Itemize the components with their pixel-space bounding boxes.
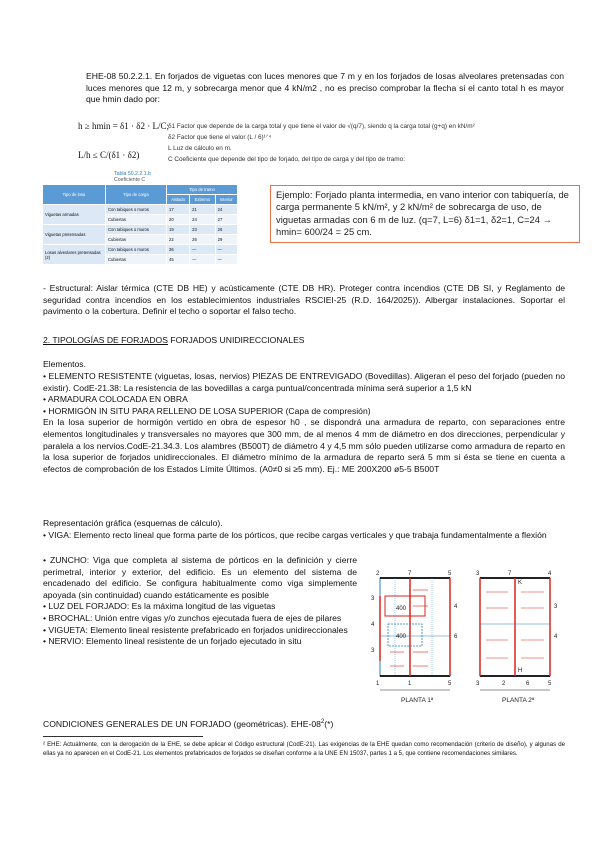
node-number: 3 — [371, 648, 375, 654]
cell-value: — — [190, 255, 215, 265]
node-number: 7 — [408, 571, 412, 577]
list-item: • NERVIO: Elemento lineal resistente de un forjado ejecutado in situ — [43, 636, 302, 647]
formula-eq2: L/h ≤ C/(δ1 · δ2) — [78, 150, 140, 160]
list-item: • HORMIGÓN IN SITU PARA RELLENO DE LOSA SUPERIOR (Capa de compresión) — [43, 405, 371, 416]
cell-forjado: Losas alveolares pretensadas (2) — [43, 245, 106, 265]
plan-right-label: PLANTA 2ª — [502, 697, 535, 704]
th-forjado: Tipo de losa — [43, 185, 106, 205]
cell-carga: Con tabiques o muros — [106, 205, 167, 215]
elementos-label: Elementos. — [43, 359, 86, 369]
floor-plans-diagram — [368, 566, 568, 706]
cell-forjado: Viguetas pretensadas — [43, 225, 106, 245]
elementos-list — [43, 371, 565, 475]
footnote-separator — [43, 736, 203, 737]
heading-rest: FORJADOS UNIDIRECCIONALES — [167, 335, 305, 345]
table-row — [43, 225, 238, 235]
cell-value: 23 — [190, 225, 215, 235]
coefficient-table — [42, 184, 238, 265]
dim-label: 400 — [396, 634, 407, 640]
table-row — [43, 245, 238, 255]
cell-forjado: Viguetas armadas — [43, 205, 106, 225]
plan-left — [371, 571, 458, 704]
node-number: 3 — [476, 681, 480, 687]
cell-value: 36 — [167, 245, 190, 255]
cell-carga: Cubiertas — [106, 255, 167, 265]
th-aislado: Aislado — [167, 195, 190, 205]
plan-left-label: PLANTA 1ª — [401, 697, 434, 704]
left-column-list — [43, 555, 357, 648]
node-number: 5 — [448, 681, 452, 687]
table-row — [43, 205, 238, 215]
th-interior: Interior — [215, 195, 237, 205]
node-number: 4 — [371, 622, 375, 628]
cell-value: 29 — [215, 235, 237, 245]
cell-value: — — [190, 245, 215, 255]
node-number: 7 — [508, 571, 512, 577]
cell-value: 20 — [167, 215, 190, 225]
legend-line-delta1: δ1 Factor que depende de la carga total y que tiene el valor de √(q/7), siendo q la carga total (g+q) en kN/m² — [168, 123, 475, 130]
table-caption-1: Tabla 50.2.2.1.b — [114, 171, 151, 177]
legend-line-l: L Luz de cálculo en m. — [168, 145, 232, 152]
condiciones-text: CONDICIONES GENERALES DE UN FORJADO (geométricas). EHE-08 — [43, 718, 321, 729]
example-box: Ejemplo: Forjado planta intermedia, en vano interior con tabiquería, de carga permanente 5 kN/m², y 2 kN/m² de sobrecarga de uso, de viguetas armadas con 6 m de luz. (q=7, L=6) δ1=1, δ2=1, C=24 → hmin= 600/24 = 25 cm. — [270, 185, 580, 243]
cell-value: 26 — [190, 235, 215, 245]
footnote-text: ² EHE: Actualmente, con la derogación de la EHE, se debe aplicar el Código estructural (CodE-21). Las exigencias de la EHE quedan como recomendación (criterio de diseño), y algunas de ellas ya no aparecen en el CodE-21. Los elementos prefabricados de forjados se diseñan conforme a la UNE EN 15037, partes 1 a 5, que contiene recomendaciones similares. — [43, 741, 565, 757]
formula-legend — [168, 121, 568, 165]
node-number: 6 — [526, 681, 530, 687]
cell-value: 24 — [215, 205, 237, 215]
node-number: 2 — [376, 571, 380, 577]
node-number: 6 — [454, 634, 458, 640]
section-heading — [43, 335, 565, 347]
plan-right — [476, 571, 558, 704]
cell-value: — — [215, 245, 237, 255]
formula-eq1: h ≥ hmin = δ1 · δ2 · L/C; — [78, 121, 169, 131]
viga-item: • VIGA: Elemento recto lineal que forma parte de los pórticos, que recibe cargas verticales y que trabaja fundamentalmente a flexión — [43, 530, 547, 540]
legend-line-c: C Coeficiente que depende del tipo de forjado, del tipo de carga y del tipo de tramo: — [168, 156, 405, 163]
node-number: 3 — [554, 604, 558, 610]
cell-value: 26 — [215, 225, 237, 235]
cell-value: 45 — [167, 255, 190, 265]
cell-value: 19 — [167, 225, 190, 235]
condiciones-heading — [43, 717, 565, 730]
list-item: • VIGUETA: Elemento lineal resistente prefabricado en forjados unidireccionales — [43, 624, 348, 635]
plan-left-outline — [380, 578, 450, 676]
representacion-label: Representación gráfica (esquemas de cálculo). — [43, 518, 223, 528]
legend-line-delta2: δ2 Factor que tiene el valor (L / 6)¹ᐟ⁴ — [168, 134, 272, 141]
cell-value: 27 — [215, 215, 237, 225]
list-item: • BROCHAL: Unión entre vigas y/o zunchos ejecutada fuera de ejes de pilares — [43, 612, 342, 623]
footnote-ref: 2 — [320, 719, 325, 725]
node-number: 5 — [548, 681, 552, 687]
th-tramo: Tipo de tramo — [167, 185, 238, 195]
cell-carga: Con tabiques o muros — [106, 245, 167, 255]
cell-value: 24 — [190, 215, 215, 225]
table-caption-2: Coeficiente C — [114, 177, 146, 183]
list-item: • ARMADURA COLOCADA EN OBRA — [43, 394, 188, 405]
heading-underlined: 2. TIPOLOGÍAS DE FORJADOS — [43, 335, 168, 345]
list-item: En la losa superior de hormigón vertido en obra de espesor h0 , se dispondrá una armadura de reparto, con separaciones entre elementos longitudinales y transversales no mayores que 300 mm, de al menos 4 mm de diámetro en dos direcciones, perpendicular y paralela a los nervios.CodE-21.34.3. Los alambres (B500T) de diámetro 4 y 4,5 mm sólo pueden utilizarse como armadura de reparto en la losa superior de forjados unidireccionales. El diámetro mínimo de la armadura de reparto será 5 mm si ésta se tiene en cuenta a efectos de comprobación de los Estados Límite Últimos. (A0≠0 si ≥5 mm). Ej.: ME 200X200 ø5-5 B500T — [43, 417, 565, 474]
th-extremo: Extremo — [190, 195, 215, 205]
node-number: 2 — [502, 681, 506, 687]
dim-label: 400 — [396, 606, 407, 612]
node-number: H — [518, 668, 523, 674]
node-number: 4 — [548, 571, 552, 577]
cell-value: 17 — [167, 205, 190, 215]
cell-carga: Con tabiques o muros — [106, 225, 167, 235]
cell-carga: Cubiertas — [106, 235, 167, 245]
intro-paragraph: EHE-08 50.2.2.1. En forjados de viguetas con luces menores que 7 m y en los forjados de losas alveolares pretensadas con luces menores que 12 m, y sobrecarga menor que 4 kN/m2 , no es preciso comprobar la flecha si el canto total h es mayor que hmin dado por: — [86, 71, 564, 105]
node-number: 5 — [448, 571, 452, 577]
node-number: 4 — [554, 634, 558, 640]
node-number: 4 — [454, 604, 458, 610]
node-number: K — [518, 580, 523, 586]
node-number: 3 — [476, 571, 480, 577]
cell-value: 21 — [190, 205, 215, 215]
node-number: 1 — [408, 681, 412, 687]
paragraph-estructural: - Estructural: Aislar térmica (CTE DB HE) y acústicamente (CTE DB HR). Proteger contra incendios (CTE DB SI, y Reglamento de seguridad contra incendios en los establecimientos industriales RSCIEI-25 (R.D. 164/2025)). Albergar instalaciones. Soportar el pavimento o la cobertura. Definir el techo o soportar el falso techo. — [43, 283, 565, 317]
list-item: • LUZ DEL FORJADO: Es la máxima longitud de las viguetas — [43, 601, 276, 612]
coefficient-table-block — [42, 171, 238, 265]
list-item: • ZUNCHO: Viga que completa al sistema de pórticos en la definición y cierre perimetral, interior y exterior, del edificio. Es un elemento del sistema de encadenado del edificio. Se configura habitualmente como viga simplemente apoyada (sin continuidad) cuando estáticamente es posible — [43, 555, 357, 600]
cell-value: 22 — [167, 235, 190, 245]
cell-carga: Cubiertas — [106, 215, 167, 225]
th-carga: Tipo de carga — [106, 185, 167, 205]
cell-value: — — [215, 255, 237, 265]
node-number: 3 — [371, 596, 375, 602]
list-item: • ELEMENTO RESISTENTE (viguetas, losas, nervios) PIEZAS DE ENTREVIGADO (Bovedillas). Aligeran el peso del forjado (pueden no existir). CodE-21.38: La resistencia de las bovedillas a carga puntual/concentrada mínima será superior a 1,5 kN — [43, 371, 565, 393]
condiciones-tail: (*) — [324, 718, 334, 729]
node-number: 1 — [376, 681, 380, 687]
